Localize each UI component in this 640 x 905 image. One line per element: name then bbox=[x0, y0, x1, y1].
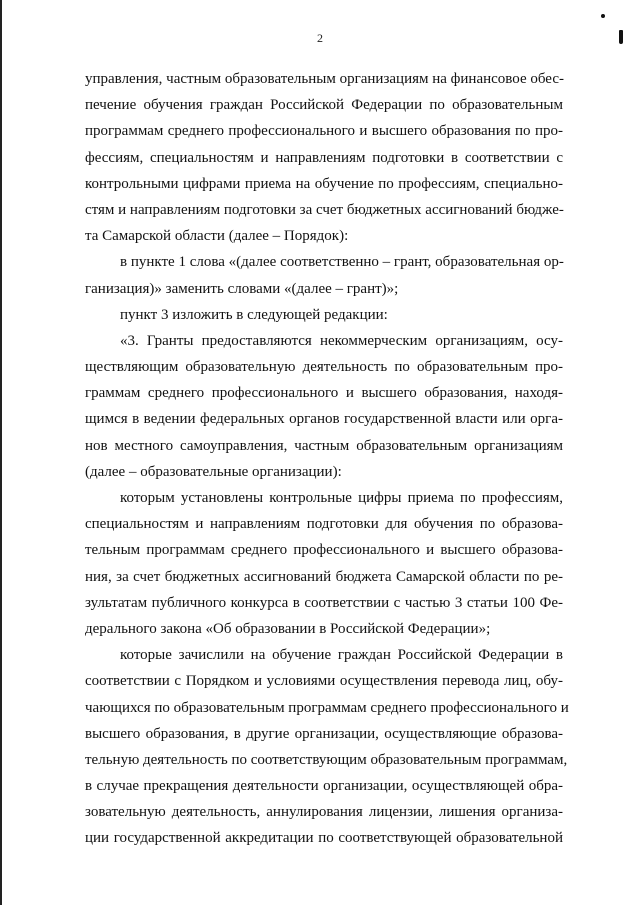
scan-left-edge bbox=[0, 0, 2, 905]
text-line: тельным программам среднего профессионального и высшего образова- bbox=[85, 542, 563, 559]
text-line: пункт 3 изложить в следующей редакции: bbox=[120, 306, 388, 323]
text-line: чающихся по образовательным программам среднего профессионального и bbox=[85, 699, 569, 716]
text-line: ния, за счет бюджетных ассигнований бюджета Самарской области по ре- bbox=[85, 568, 563, 585]
text-line: нов местного самоуправления, частным образовательным организациям bbox=[85, 437, 563, 454]
text-line: ции государственной аккредитации по соответствующей образовательной bbox=[85, 830, 563, 847]
text-line: зультатам публичного конкурса в соответствии с частью 3 статьи 100 Фе- bbox=[85, 594, 563, 611]
text-line: та Самарской области (далее – Порядок): bbox=[85, 228, 349, 245]
text-line: контрольными цифрами приема на обучение по профессиям, специально- bbox=[85, 175, 563, 192]
text-line: дерального закона «Об образовании в Российской Федерации»; bbox=[85, 620, 491, 637]
page-number: 2 bbox=[317, 31, 323, 45]
text-line: которые зачислили на обучение граждан Российской Федерации в bbox=[120, 647, 563, 664]
text-line: «3. Гранты предоставляются некоммерческим организациям, осу- bbox=[120, 332, 563, 349]
scan-speck-dot bbox=[601, 14, 605, 18]
text-line: программам среднего профессионального и высшего образования по про- bbox=[85, 123, 563, 140]
text-line: в пункте 1 слова «(далее соответственно – грант, образовательная ор- bbox=[120, 254, 564, 271]
text-line: фессиям, специальностям и направлениям подготовки в соответствии с bbox=[85, 149, 563, 166]
text-line: зовательную деятельность, аннулирования лицензии, лишения организа- bbox=[85, 804, 563, 821]
text-line: управления, частным образовательным организациям на финансовое обес- bbox=[85, 71, 564, 87]
text-line: (далее – образовательные организации): bbox=[85, 463, 342, 480]
text-line: ганизация)» заменить словами «(далее – грант)»; bbox=[85, 280, 399, 297]
body-text bbox=[85, 66, 569, 852]
text-line: высшего образования, в другие организации, осуществляющие образова- bbox=[85, 725, 563, 742]
text-line: специальностям и направлениям подготовки для обучения по образова- bbox=[85, 516, 563, 533]
text-line: тельную деятельность по соответствующим образовательным программам, bbox=[85, 751, 568, 768]
text-line: печение обучения граждан Российской Федерации по образовательным bbox=[85, 97, 563, 114]
text-line: стям и направлениям подготовки за счет бюджетных ассигнований бюдже- bbox=[85, 201, 564, 218]
text-line: ществляющим образовательную деятельность по образовательным про- bbox=[85, 359, 563, 376]
text-line: в случае прекращения деятельности организации, осуществляющей обра- bbox=[85, 778, 563, 795]
text-line: которым установлены контрольные цифры приема по профессиям, bbox=[120, 490, 563, 506]
text-line: соответствии с Порядком и условиями осуществления перевода лиц, обу- bbox=[85, 673, 563, 690]
text-line: граммам среднего профессионального и высшего образования, находя- bbox=[85, 385, 563, 402]
text-line: щимся в ведении федеральных органов государственной власти или орга- bbox=[85, 411, 563, 428]
